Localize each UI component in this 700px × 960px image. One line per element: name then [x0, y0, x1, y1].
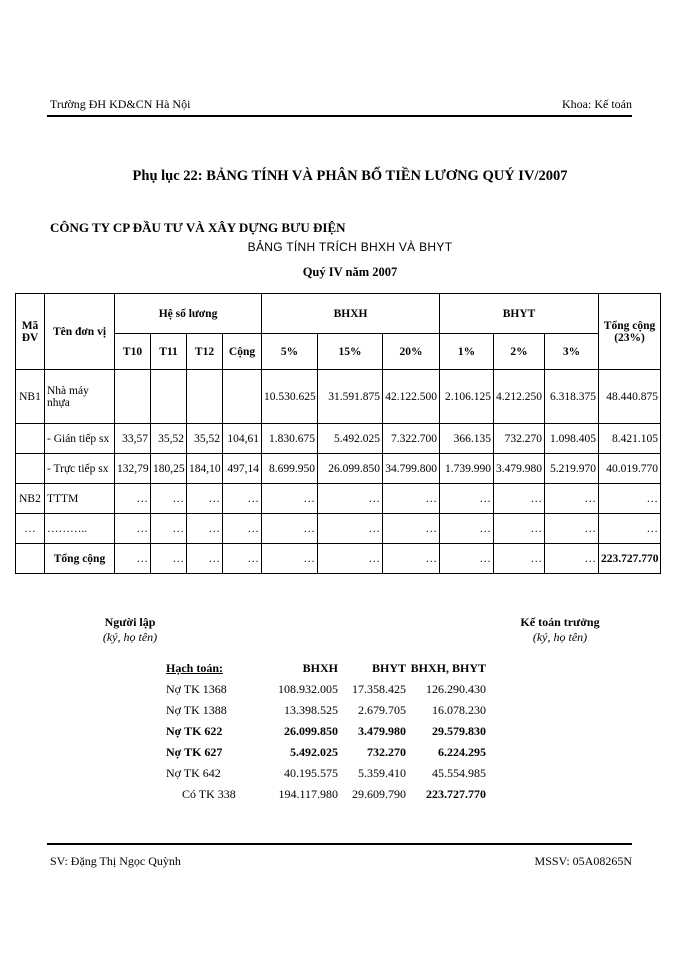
cell: 104,61	[223, 424, 262, 454]
cell: …	[318, 544, 383, 574]
amount: 2.679.705	[358, 703, 406, 717]
footer-rule	[47, 843, 632, 845]
footer-student-id: MSSV: 05A08265N	[534, 854, 632, 868]
accounting-header	[166, 658, 486, 679]
cell: …	[223, 544, 262, 574]
cell-code: NB2	[16, 484, 45, 514]
cell: …	[223, 484, 262, 514]
credit-account: Có TK 338	[182, 787, 236, 801]
cell: 3.479.980	[494, 454, 545, 484]
cell: …	[440, 484, 494, 514]
table-row	[16, 454, 661, 484]
cell	[115, 370, 151, 424]
accounting-row	[166, 763, 486, 784]
cell: …	[151, 514, 187, 544]
page-title: Phụ lục 22: BẢNG TÍNH VÀ PHÂN BỔ TIỀN LƯƠNG QUÝ IV/2007	[132, 168, 568, 184]
credit-total: 223.727.770	[426, 787, 486, 801]
signature-chief-accountant	[500, 615, 620, 645]
col-total-label: BHXH, BHYT	[410, 661, 486, 675]
cell: 35,52	[151, 424, 187, 454]
account-name: Nợ TK 622	[166, 724, 223, 738]
cell: 1.830.675	[262, 424, 318, 454]
cell: 2.106.125	[440, 370, 494, 424]
amount: 5.492.025	[290, 745, 338, 759]
amount: 16.078.230	[432, 703, 486, 717]
cell: 1.739.990	[440, 454, 494, 484]
signature-preparer	[70, 615, 190, 645]
col-bhyt-label: BHYT	[371, 661, 406, 675]
bhxh-bhyt-table	[15, 293, 661, 574]
cell: …	[262, 544, 318, 574]
cell: 5.219.970	[545, 454, 599, 484]
preparer-title: Người lập	[104, 615, 156, 629]
amount: 732.270	[367, 745, 406, 759]
footer-student: SV: Đặng Thị Ngọc Quỳnh	[50, 854, 181, 868]
credit-amount: 194.117.980	[278, 787, 338, 801]
cell: …	[223, 514, 262, 544]
col-bhxh: BHXH	[262, 294, 440, 334]
cell: …	[115, 544, 151, 574]
cell: 10.530.625	[262, 370, 318, 424]
sub-header: T12	[187, 334, 223, 370]
col-bhxh-label: BHXH	[302, 661, 338, 675]
cell-code	[16, 454, 45, 484]
cell: 132,79	[115, 454, 151, 484]
cell: 7.322.700	[383, 424, 440, 454]
cell: 180,25	[151, 454, 187, 484]
sub-header: T10	[115, 334, 151, 370]
cell: 31.591.875	[318, 370, 383, 424]
table-row	[16, 484, 661, 514]
account-name: Nợ TK 1368	[166, 682, 227, 696]
header-row-1	[16, 294, 661, 334]
cell-code	[16, 424, 45, 454]
accounting-row	[166, 742, 486, 763]
cell-unit: TTTM	[45, 484, 115, 514]
cell: 40.019.770	[599, 454, 661, 484]
cell: …	[599, 514, 661, 544]
sub-header: T11	[151, 334, 187, 370]
table-row	[16, 514, 661, 544]
grand-total: 223.727.770	[599, 544, 661, 574]
cell: 6.318.375	[545, 370, 599, 424]
cell: 8.699.950	[262, 454, 318, 484]
cell: …	[318, 484, 383, 514]
cell: …	[262, 484, 318, 514]
cell: …	[115, 484, 151, 514]
cell: …	[115, 514, 151, 544]
cell: …	[187, 544, 223, 574]
preparer-sub: (ký, họ tên)	[102, 630, 158, 644]
period-label: Quý IV năm 2007	[302, 265, 398, 279]
amount: 17.358.425	[352, 682, 406, 696]
cell-unit: - Gián tiếp sx	[45, 424, 115, 454]
cell: 497,14	[223, 454, 262, 484]
cell	[151, 370, 187, 424]
cell: …	[494, 514, 545, 544]
col-ma: Mã ĐV	[16, 294, 45, 370]
sub-header: 5%	[262, 334, 318, 370]
col-heso: Hệ số lương	[115, 294, 262, 334]
header-faculty: Khoa: Kế toán	[562, 97, 632, 111]
account-name: Nợ TK 627	[166, 745, 223, 759]
header-school: Trường ĐH KD&CN Hà Nội	[50, 97, 191, 111]
col-ten: Tên đơn vị	[45, 294, 115, 370]
amount: 3.479.980	[358, 724, 406, 738]
amount: 26.099.850	[284, 724, 338, 738]
cell: …	[599, 484, 661, 514]
sub-header: 15%	[318, 334, 383, 370]
sub-header: 1%	[440, 334, 494, 370]
account-name: Nợ TK 642	[166, 766, 221, 780]
cell: …	[151, 544, 187, 574]
amount: 13.398.525	[284, 703, 338, 717]
amount: 45.554.985	[432, 766, 486, 780]
table-row	[16, 370, 661, 424]
cell: …	[545, 544, 599, 574]
accounting-row	[166, 679, 486, 700]
chief-accountant-title: Kế toán trưởng	[520, 615, 600, 629]
amount: 6.224.295	[438, 745, 486, 759]
cell: 732.270	[494, 424, 545, 454]
sub-header: 20%	[383, 334, 440, 370]
accounting-row	[166, 721, 486, 742]
cell: 48.440.875	[599, 370, 661, 424]
sub-header: 3%	[545, 334, 599, 370]
amount: 40.195.575	[284, 766, 338, 780]
cell-code: NB1	[16, 370, 45, 424]
cell: …	[383, 514, 440, 544]
cell: …	[187, 484, 223, 514]
accounting-entries	[166, 658, 486, 805]
cell: …	[262, 514, 318, 544]
cell: 34.799.800	[383, 454, 440, 484]
sub-header: Cộng	[223, 334, 262, 370]
cell	[223, 370, 262, 424]
table-row	[16, 424, 661, 454]
total-label: Tổng cộng	[45, 544, 115, 574]
cell: …	[545, 484, 599, 514]
cell: 4.212.250	[494, 370, 545, 424]
cell: 26.099.850	[318, 454, 383, 484]
header-rule	[47, 115, 632, 117]
cell: 42.122.500	[383, 370, 440, 424]
cell: …	[187, 514, 223, 544]
accounting-label: Hạch toán:	[166, 661, 223, 675]
cell: 8.421.105	[599, 424, 661, 454]
cell: …	[318, 514, 383, 544]
cell-code: …	[16, 514, 45, 544]
cell: 5.492.025	[318, 424, 383, 454]
amount: 29.579.830	[432, 724, 486, 738]
cell	[187, 370, 223, 424]
total-row	[16, 544, 661, 574]
accounting-row	[166, 700, 486, 721]
credit-row	[166, 784, 486, 805]
amount: 126.290.430	[426, 682, 486, 696]
cell: …	[383, 544, 440, 574]
cell-code	[16, 544, 45, 574]
cell: 35,52	[187, 424, 223, 454]
credit-amount: 29.609.790	[352, 787, 406, 801]
cell: …	[545, 514, 599, 544]
table-subtitle: BẢNG TÍNH TRÍCH BHXH VÀ BHYT	[247, 240, 453, 254]
cell: 33,57	[115, 424, 151, 454]
cell-unit: ………..	[45, 514, 115, 544]
cell: …	[494, 484, 545, 514]
cell: …	[383, 484, 440, 514]
sub-header: 2%	[494, 334, 545, 370]
chief-accountant-sub: (ký, họ tên)	[532, 630, 588, 644]
cell-unit: Nhà máy nhựa	[45, 370, 115, 424]
cell: 366.135	[440, 424, 494, 454]
amount: 5.359.410	[358, 766, 406, 780]
cell: 1.098.405	[545, 424, 599, 454]
cell: …	[494, 544, 545, 574]
amount: 108.932.005	[278, 682, 338, 696]
cell: 184,10	[187, 454, 223, 484]
cell: …	[440, 514, 494, 544]
cell-unit: - Trực tiếp sx	[45, 454, 115, 484]
account-name: Nợ TK 1388	[166, 703, 227, 717]
cell: …	[440, 544, 494, 574]
company-name: CÔNG TY CP ĐẦU TƯ VÀ XÂY DỰNG BƯU ĐIỆN	[50, 220, 346, 235]
col-bhyt: BHYT	[440, 294, 599, 334]
cell: …	[151, 484, 187, 514]
col-tong: Tổng cộng (23%)	[599, 294, 661, 370]
